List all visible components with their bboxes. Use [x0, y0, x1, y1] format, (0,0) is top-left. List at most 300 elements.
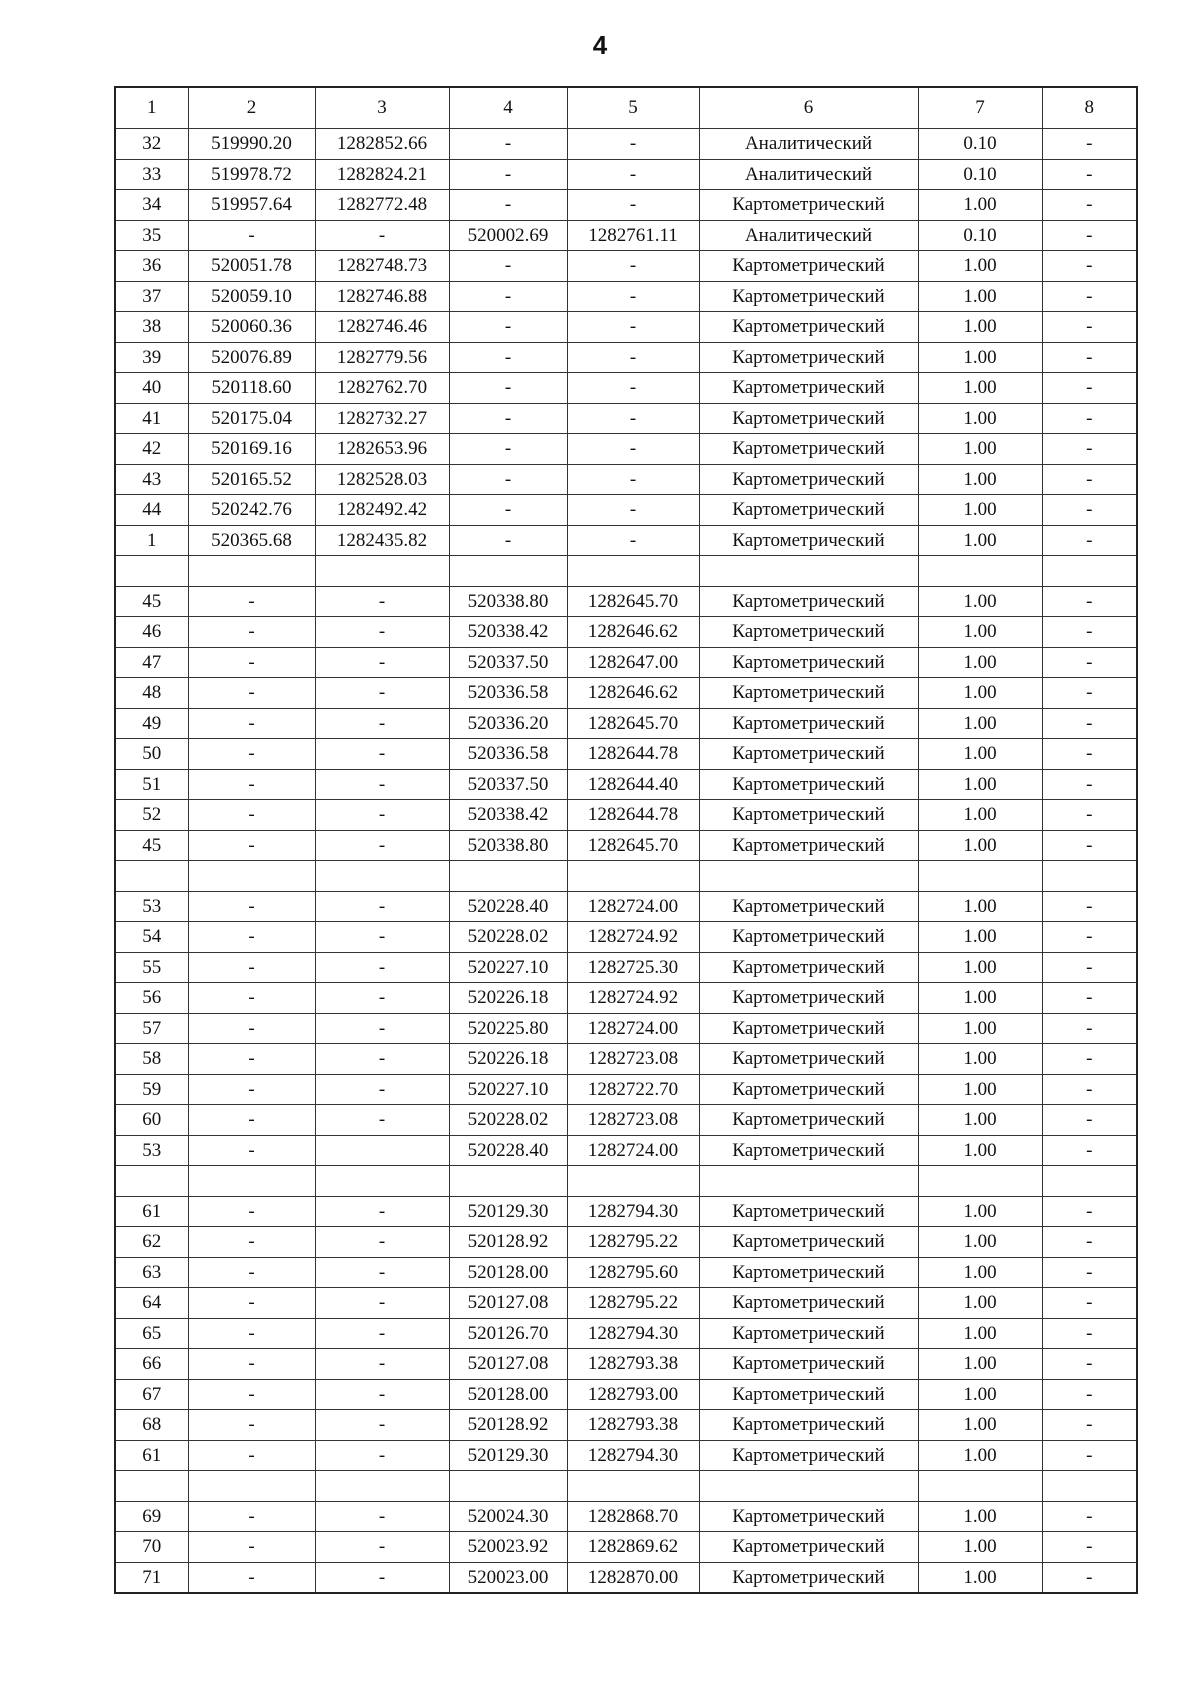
table-cell: -: [188, 1105, 315, 1136]
table-cell: 57: [115, 1013, 188, 1044]
table-row: [115, 1074, 1137, 1105]
table-cell: 1282793.00: [567, 1379, 699, 1410]
table-cell: 1282795.22: [567, 1288, 699, 1319]
table-cell: 520337.50: [449, 647, 567, 678]
table-cell: -: [188, 1532, 315, 1563]
table-row: [115, 312, 1137, 343]
table-cell: Картометрический: [699, 1074, 918, 1105]
table-cell: -: [188, 952, 315, 983]
table-cell: 1.00: [918, 1074, 1042, 1105]
table-cell: 520338.42: [449, 617, 567, 648]
table-cell: 45: [115, 830, 188, 861]
table-cell: -: [315, 922, 449, 953]
table-cell: Картометрический: [699, 617, 918, 648]
table-cell: -: [188, 891, 315, 922]
table-cell: 1.00: [918, 1501, 1042, 1532]
table-row: [115, 1532, 1137, 1563]
table-cell: 1.00: [918, 952, 1042, 983]
table-cell: 33: [115, 159, 188, 190]
table-cell: 1.00: [918, 1013, 1042, 1044]
table-cell: 1.00: [918, 647, 1042, 678]
table-cell: Картометрический: [699, 434, 918, 465]
table-cell: -: [567, 434, 699, 465]
table-cell: -: [1042, 220, 1137, 251]
table-cell: [315, 1166, 449, 1197]
table-cell: -: [1042, 434, 1137, 465]
table-cell: 1282870.00: [567, 1562, 699, 1593]
table-cell: -: [315, 1074, 449, 1105]
table-cell: 520175.04: [188, 403, 315, 434]
table-cell: -: [1042, 952, 1137, 983]
table-cell: Картометрический: [699, 1288, 918, 1319]
table-cell: -: [315, 1318, 449, 1349]
table-cell: 39: [115, 342, 188, 373]
table-cell: 49: [115, 708, 188, 739]
table-cell: 51: [115, 769, 188, 800]
table-cell: -: [315, 1410, 449, 1441]
table-cell: 1282795.60: [567, 1257, 699, 1288]
header-cell: 4: [449, 87, 567, 129]
table-cell: [188, 1471, 315, 1502]
table-cell: [115, 556, 188, 587]
table-row: [115, 1227, 1137, 1258]
table-cell: 1282794.30: [567, 1196, 699, 1227]
table-cell: 1282868.70: [567, 1501, 699, 1532]
table-cell: -: [1042, 769, 1137, 800]
table-cell: 520228.02: [449, 922, 567, 953]
table-cell: 1282724.92: [567, 983, 699, 1014]
table-row: [115, 464, 1137, 495]
table-cell: [1042, 861, 1137, 892]
table-cell: 60: [115, 1105, 188, 1136]
table-cell: 520226.18: [449, 1044, 567, 1075]
table-cell: Картометрический: [699, 373, 918, 404]
table-cell: 520024.30: [449, 1501, 567, 1532]
table-cell: -: [567, 495, 699, 526]
table-cell: [1042, 556, 1137, 587]
table-cell: 1.00: [918, 1257, 1042, 1288]
table-cell: -: [449, 525, 567, 556]
table-cell: -: [188, 1257, 315, 1288]
table-cell: -: [315, 220, 449, 251]
table-cell: [315, 556, 449, 587]
table-cell: Картометрический: [699, 1196, 918, 1227]
table-cell: -: [449, 464, 567, 495]
table-cell: Картометрический: [699, 1044, 918, 1075]
table-cell: 1282794.30: [567, 1440, 699, 1471]
table-cell: -: [567, 129, 699, 160]
table-cell: -: [1042, 678, 1137, 709]
table-cell: -: [188, 586, 315, 617]
table-cell: 1.00: [918, 281, 1042, 312]
table-cell: -: [1042, 1410, 1137, 1441]
table-cell: 1.00: [918, 922, 1042, 953]
table-cell: 1.00: [918, 1288, 1042, 1319]
table-cell: 41: [115, 403, 188, 434]
table-cell: 1.00: [918, 1227, 1042, 1258]
table-cell: -: [315, 1196, 449, 1227]
table-cell: 34: [115, 190, 188, 221]
table-cell: -: [1042, 1318, 1137, 1349]
table-cell: 62: [115, 1227, 188, 1258]
table-cell: 1.00: [918, 830, 1042, 861]
table-cell: Картометрический: [699, 1227, 918, 1258]
table-cell: 53: [115, 1135, 188, 1166]
table-row: [115, 434, 1137, 465]
table-cell: [315, 1135, 449, 1166]
table-cell: [449, 1166, 567, 1197]
table-row: [115, 1379, 1137, 1410]
coordinates-table: [114, 86, 1138, 1594]
table-cell: 1.00: [918, 708, 1042, 739]
table-cell: [918, 1471, 1042, 1502]
table-cell: 1282645.70: [567, 586, 699, 617]
table-cell: 520365.68: [188, 525, 315, 556]
table-cell: -: [1042, 1196, 1137, 1227]
table-cell: 520225.80: [449, 1013, 567, 1044]
table-cell: 520051.78: [188, 251, 315, 282]
header-cell: 7: [918, 87, 1042, 129]
table-cell: 1282748.73: [315, 251, 449, 282]
table-cell: [115, 861, 188, 892]
table-cell: 1.00: [918, 1562, 1042, 1593]
table-cell: 1282644.78: [567, 800, 699, 831]
table-cell: 1.00: [918, 769, 1042, 800]
table-cell: 43: [115, 464, 188, 495]
table-cell: 64: [115, 1288, 188, 1319]
table-cell: 519957.64: [188, 190, 315, 221]
table-cell: 48: [115, 678, 188, 709]
table-cell: 38: [115, 312, 188, 343]
table-cell: [449, 556, 567, 587]
table-cell: -: [567, 190, 699, 221]
table-row: [115, 1410, 1137, 1441]
table-cell: -: [1042, 1349, 1137, 1380]
table-cell: -: [315, 1562, 449, 1593]
table-cell: 1.00: [918, 525, 1042, 556]
table-cell: 1282724.00: [567, 891, 699, 922]
table-row: [115, 373, 1137, 404]
header-cell: 8: [1042, 87, 1137, 129]
table-cell: Картометрический: [699, 708, 918, 739]
table-cell: -: [1042, 159, 1137, 190]
table-cell: 1282492.42: [315, 495, 449, 526]
table-cell: -: [315, 800, 449, 831]
table-cell: -: [1042, 1227, 1137, 1258]
table-cell: Картометрический: [699, 342, 918, 373]
table-cell: 56: [115, 983, 188, 1014]
table-cell: -: [1042, 1288, 1137, 1319]
table-cell: [918, 1166, 1042, 1197]
table-cell: -: [188, 1227, 315, 1258]
table-cell: -: [315, 983, 449, 1014]
table-cell: 1282644.40: [567, 769, 699, 800]
table-cell: -: [315, 617, 449, 648]
table-cell: 520129.30: [449, 1440, 567, 1471]
table-cell: -: [188, 1135, 315, 1166]
table-cell: -: [1042, 1379, 1137, 1410]
table-cell: Аналитический: [699, 220, 918, 251]
table-cell: -: [1042, 281, 1137, 312]
table-cell: 1282724.92: [567, 922, 699, 953]
table-cell: 1.00: [918, 495, 1042, 526]
table-cell: 520060.36: [188, 312, 315, 343]
table-cell: 0.10: [918, 129, 1042, 160]
table-cell: -: [1042, 312, 1137, 343]
table-row: [115, 1044, 1137, 1075]
table-cell: 1.00: [918, 1379, 1042, 1410]
table-cell: -: [1042, 342, 1137, 373]
table-row: [115, 586, 1137, 617]
table-cell: Картометрический: [699, 1318, 918, 1349]
table-cell: 0.10: [918, 159, 1042, 190]
table-cell: 1282653.96: [315, 434, 449, 465]
table-cell: 47: [115, 647, 188, 678]
table-cell: [918, 556, 1042, 587]
table-cell: 1282724.00: [567, 1013, 699, 1044]
table-cell: -: [1042, 1074, 1137, 1105]
table-cell: -: [188, 1044, 315, 1075]
table-cell: [449, 861, 567, 892]
table-cell: -: [188, 1318, 315, 1349]
table-cell: 61: [115, 1196, 188, 1227]
table-cell: 1282795.22: [567, 1227, 699, 1258]
table-cell: 32: [115, 129, 188, 160]
table-cell: Картометрический: [699, 1501, 918, 1532]
table-row: [115, 1257, 1137, 1288]
table-cell: 520059.10: [188, 281, 315, 312]
table-cell: 66: [115, 1349, 188, 1380]
table-cell: -: [188, 1410, 315, 1441]
table-cell: -: [449, 129, 567, 160]
table-cell: Картометрический: [699, 647, 918, 678]
header-cell: 3: [315, 87, 449, 129]
table-cell: Картометрический: [699, 1410, 918, 1441]
table-cell: 71: [115, 1562, 188, 1593]
table-cell: 520128.00: [449, 1379, 567, 1410]
table-cell: 1282723.08: [567, 1044, 699, 1075]
table-cell: 520127.08: [449, 1349, 567, 1380]
table-cell: -: [1042, 1440, 1137, 1471]
table-cell: -: [315, 1013, 449, 1044]
table-cell: 1282732.27: [315, 403, 449, 434]
table-cell: 520118.60: [188, 373, 315, 404]
table-cell: Картометрический: [699, 1013, 918, 1044]
table-row: [115, 891, 1137, 922]
table-cell: 70: [115, 1532, 188, 1563]
table-cell: 1282772.48: [315, 190, 449, 221]
table-cell: -: [315, 1257, 449, 1288]
table-cell: 1.00: [918, 190, 1042, 221]
table-cell: -: [449, 190, 567, 221]
table-cell: Картометрический: [699, 495, 918, 526]
table-cell: 67: [115, 1379, 188, 1410]
table-cell: -: [315, 769, 449, 800]
table-cell: [115, 1471, 188, 1502]
table-cell: Картометрический: [699, 769, 918, 800]
table-cell: -: [567, 342, 699, 373]
table-cell: -: [188, 983, 315, 1014]
table-cell: 520227.10: [449, 1074, 567, 1105]
table-cell: Картометрический: [699, 1349, 918, 1380]
table-cell: -: [567, 373, 699, 404]
table-cell: 50: [115, 739, 188, 770]
table-cell: -: [188, 1196, 315, 1227]
table-cell: -: [567, 251, 699, 282]
table-cell: 520127.08: [449, 1288, 567, 1319]
table-cell: -: [315, 647, 449, 678]
table-cell: 1.00: [918, 586, 1042, 617]
table-cell: 1282794.30: [567, 1318, 699, 1349]
table-cell: 1282725.30: [567, 952, 699, 983]
table-cell: 1.00: [918, 739, 1042, 770]
table-cell: 520226.18: [449, 983, 567, 1014]
table-cell: Картометрический: [699, 1532, 918, 1563]
table-cell: -: [1042, 891, 1137, 922]
table-cell: -: [315, 739, 449, 770]
table-cell: 1282645.70: [567, 830, 699, 861]
table-cell: -: [315, 1440, 449, 1471]
table-cell: 519978.72: [188, 159, 315, 190]
table-cell: [1042, 1166, 1137, 1197]
table-cell: -: [315, 1044, 449, 1075]
table-cell: Аналитический: [699, 129, 918, 160]
table-cell: -: [449, 403, 567, 434]
table-row: [115, 678, 1137, 709]
table-cell: -: [1042, 830, 1137, 861]
table-cell: -: [449, 342, 567, 373]
table-row: [115, 342, 1137, 373]
table-cell: 1: [115, 525, 188, 556]
table-cell: 0.10: [918, 220, 1042, 251]
table-row: [115, 769, 1137, 800]
table-cell: -: [567, 159, 699, 190]
header-cell: 2: [188, 87, 315, 129]
header-cell: 6: [699, 87, 918, 129]
table-cell: 520128.00: [449, 1257, 567, 1288]
table-cell: [699, 861, 918, 892]
table-cell: -: [188, 647, 315, 678]
table-cell: 61: [115, 1440, 188, 1471]
table-row: [115, 952, 1137, 983]
table-cell: 520338.80: [449, 586, 567, 617]
table-cell: 1.00: [918, 1196, 1042, 1227]
table-cell: 520337.50: [449, 769, 567, 800]
table-row: [115, 1440, 1137, 1471]
table-cell: -: [188, 1562, 315, 1593]
table-row: [115, 1196, 1137, 1227]
table-cell: 520228.02: [449, 1105, 567, 1136]
table-cell: 519990.20: [188, 129, 315, 160]
table-cell: [699, 556, 918, 587]
table-cell: 1282746.88: [315, 281, 449, 312]
table-cell: [567, 1166, 699, 1197]
table-cell: Картометрический: [699, 1135, 918, 1166]
table-cell: -: [188, 678, 315, 709]
table-cell: 36: [115, 251, 188, 282]
table-cell: Картометрический: [699, 281, 918, 312]
table-cell: -: [1042, 129, 1137, 160]
table-cell: 53: [115, 891, 188, 922]
table-cell: Картометрический: [699, 739, 918, 770]
table-row: [115, 1135, 1137, 1166]
table-cell: 69: [115, 1501, 188, 1532]
table-cell: 520129.30: [449, 1196, 567, 1227]
table-cell: 520128.92: [449, 1410, 567, 1441]
table-cell: 1.00: [918, 678, 1042, 709]
table-row: [115, 1318, 1137, 1349]
table-cell: 520023.92: [449, 1532, 567, 1563]
table-cell: -: [315, 830, 449, 861]
table-cell: Картометрический: [699, 464, 918, 495]
table-cell: [188, 1166, 315, 1197]
table-cell: -: [188, 739, 315, 770]
table-cell: Картометрический: [699, 678, 918, 709]
table-cell: 1.00: [918, 1532, 1042, 1563]
table-cell: 1.00: [918, 312, 1042, 343]
table-cell: [188, 556, 315, 587]
table-cell: -: [1042, 739, 1137, 770]
table-cell: 520169.16: [188, 434, 315, 465]
table-cell: 59: [115, 1074, 188, 1105]
table-cell: Картометрический: [699, 800, 918, 831]
table-cell: -: [449, 281, 567, 312]
table-cell: -: [188, 1379, 315, 1410]
table-cell: -: [1042, 1013, 1137, 1044]
table-cell: 46: [115, 617, 188, 648]
table-cell: -: [567, 312, 699, 343]
table-cell: 1.00: [918, 1440, 1042, 1471]
table-cell: -: [567, 403, 699, 434]
table-row: [115, 556, 1137, 587]
table-cell: 520002.69: [449, 220, 567, 251]
table-cell: -: [188, 830, 315, 861]
table-cell: 520336.58: [449, 739, 567, 770]
table-cell: -: [315, 1379, 449, 1410]
table-cell: 1282793.38: [567, 1410, 699, 1441]
table-cell: [567, 861, 699, 892]
table-cell: -: [1042, 983, 1137, 1014]
table-cell: 1282722.70: [567, 1074, 699, 1105]
table-cell: Картометрический: [699, 403, 918, 434]
table-cell: -: [315, 1349, 449, 1380]
table-cell: -: [1042, 1501, 1137, 1532]
table-cell: -: [188, 800, 315, 831]
table-cell: Картометрический: [699, 586, 918, 617]
table-row: [115, 922, 1137, 953]
table-cell: Картометрический: [699, 1257, 918, 1288]
table-row: [115, 1471, 1137, 1502]
table-row: [115, 647, 1137, 678]
table-cell: -: [1042, 617, 1137, 648]
table-cell: 1.00: [918, 1105, 1042, 1136]
table-cell: -: [315, 1288, 449, 1319]
table-cell: [315, 1471, 449, 1502]
table-cell: 1282761.11: [567, 220, 699, 251]
table-cell: Картометрический: [699, 983, 918, 1014]
table-cell: -: [188, 708, 315, 739]
table-cell: 520228.40: [449, 1135, 567, 1166]
table-cell: 68: [115, 1410, 188, 1441]
table-row: [115, 251, 1137, 282]
table-row: [115, 1166, 1137, 1197]
table-cell: -: [188, 1288, 315, 1319]
table-cell: 520336.58: [449, 678, 567, 709]
table-row: [115, 800, 1137, 831]
table-cell: -: [1042, 403, 1137, 434]
table-cell: -: [188, 769, 315, 800]
table-cell: Картометрический: [699, 830, 918, 861]
